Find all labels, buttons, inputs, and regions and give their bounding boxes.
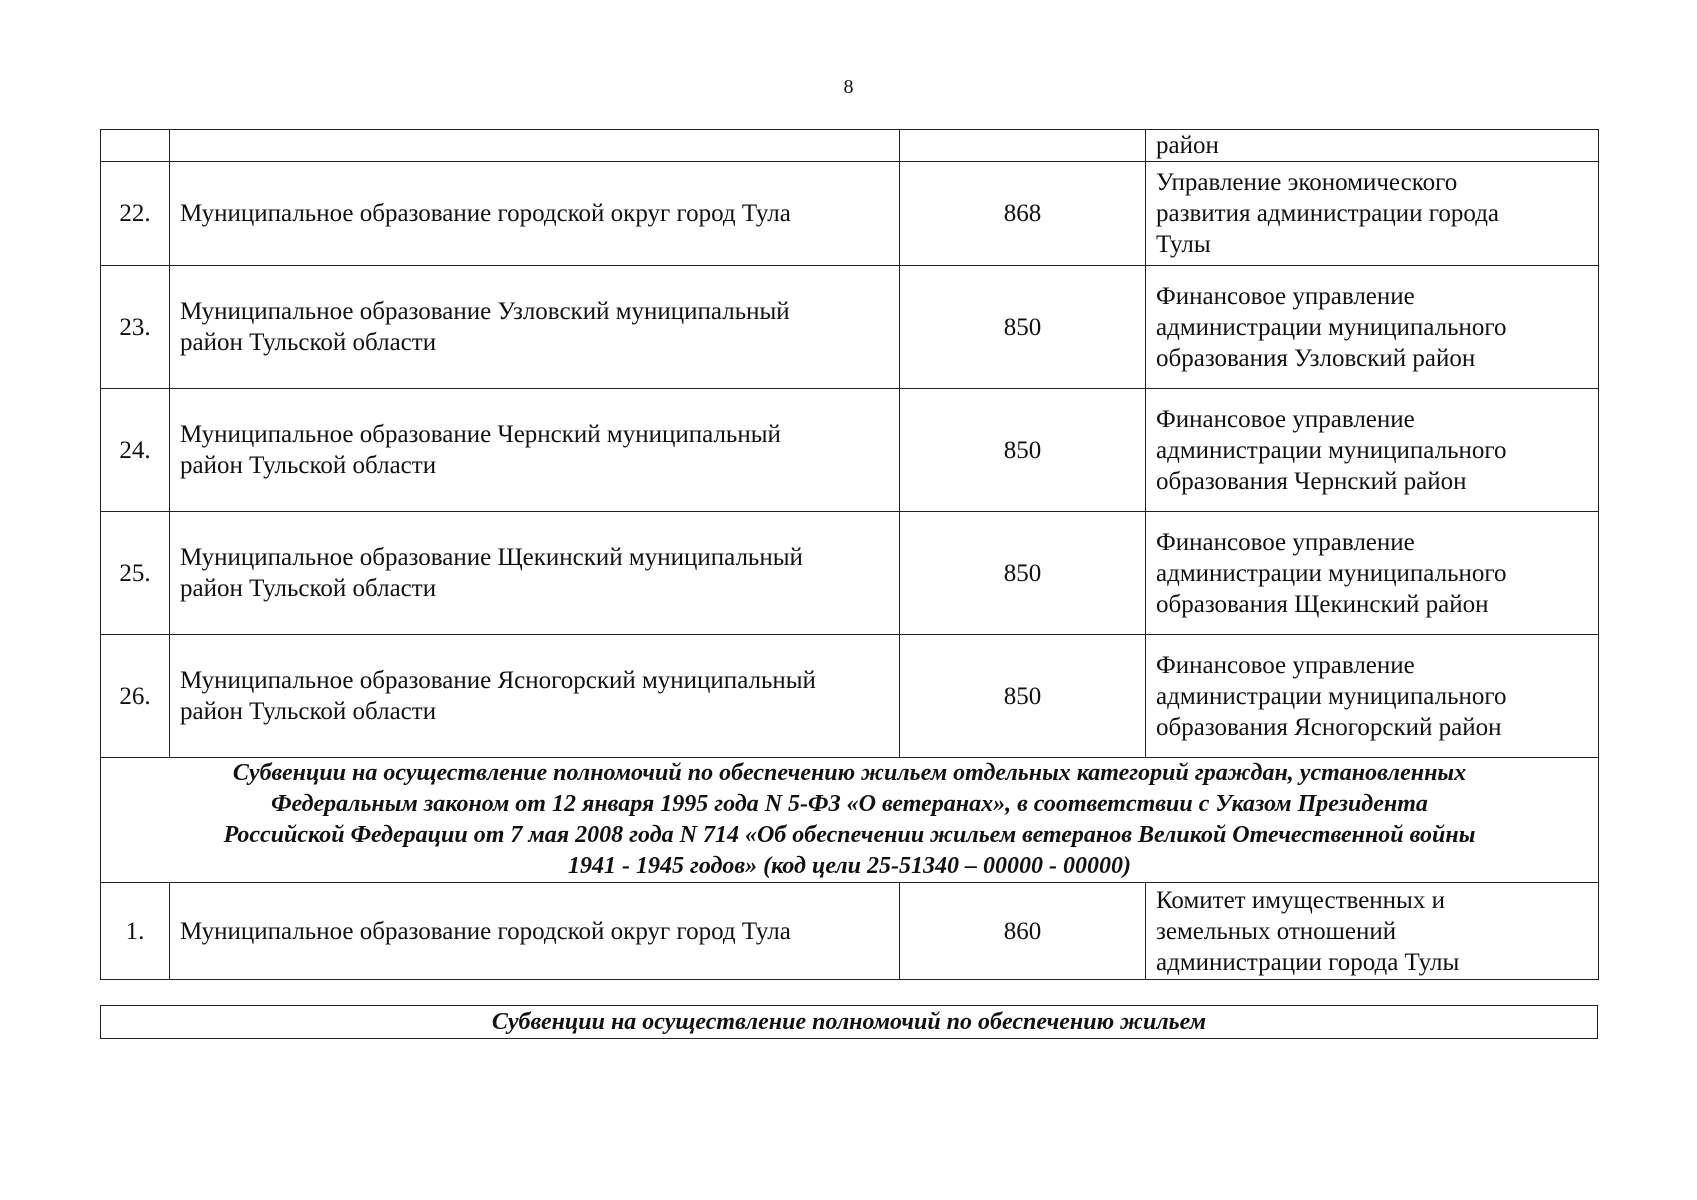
authority-name-line: земельных отношений	[1156, 917, 1397, 945]
authority-name-line: Финансовое управление	[1156, 528, 1415, 556]
authority-name-line: администрации муниципального	[1156, 313, 1507, 341]
authority-name-line: администрации города Тулы	[1156, 948, 1460, 976]
municipality-name	[170, 162, 900, 266]
section-heading	[101, 758, 1599, 883]
authority-name	[1146, 635, 1599, 758]
municipality-name	[170, 512, 900, 635]
authority-name-line: Тулы	[1156, 231, 1211, 258]
table-row-continuation	[101, 130, 1599, 162]
authority-name	[1146, 266, 1599, 389]
code-cell	[900, 130, 1146, 162]
section-heading-line: Субвенции на осуществление полномочий по обеспечению жильем отдельных категорий граждан, установленных	[232, 760, 1467, 786]
organ-cell: район	[1146, 130, 1599, 162]
authority-name	[1146, 883, 1599, 980]
row-number: 22.	[101, 162, 170, 266]
authority-name-line: развития администрации города	[1156, 200, 1500, 227]
section-heading-line: Российской Федерации от 7 мая 2008 года N 714 «Об обеспечении жильем ветеранов Великой Отечественной войны	[223, 822, 1476, 848]
municipality-name-line: Муниципальное образование Щекинский муниципальный	[180, 544, 803, 571]
authority-name	[1146, 512, 1599, 635]
municipality-name-line: Муниципальное образование Ясногорский муниципальный	[180, 667, 816, 694]
municipality-name	[170, 389, 900, 512]
row-number: 26.	[101, 635, 170, 758]
authority-name-line: Финансовое управление	[1156, 282, 1415, 310]
section-heading-line: Федеральным законом от 12 января 1995 года N 5-ФЗ «О ветеранах», в соответствии с Указом Президента	[271, 791, 1428, 817]
row-number: 23.	[101, 266, 170, 389]
section-heading-row	[101, 1006, 1598, 1039]
municipality-name	[170, 883, 900, 980]
authority-name-line: администрации муниципального	[1156, 682, 1507, 710]
row-number: 1.	[101, 883, 170, 980]
authority-name-line: образования Ясногорский район	[1156, 713, 1502, 741]
authority-name-line: Финансовое управление	[1156, 651, 1415, 679]
page-number: 8	[843, 76, 854, 98]
table-row	[101, 512, 1599, 635]
municipality-name-line: район Тульской области	[180, 575, 437, 602]
table-row	[101, 635, 1599, 758]
name-cell	[170, 130, 900, 162]
section-heading-line: 1941 - 1945 годов» (код цели 25-51340 – 00000 - 00000)	[567, 853, 1132, 879]
table-row	[101, 266, 1599, 389]
num-cell	[101, 130, 170, 162]
budget-code: 850	[900, 266, 1146, 389]
budget-code: 850	[900, 389, 1146, 512]
authority-name-line: Управление экономического	[1156, 169, 1458, 196]
authority-name-line: Финансовое управление	[1156, 405, 1415, 433]
row-number: 25.	[101, 512, 170, 635]
municipality-name	[170, 266, 900, 389]
section-heading: Субвенции на осуществление полномочий по обеспечению жильем	[101, 1006, 1598, 1039]
budget-code: 860	[900, 883, 1146, 980]
municipality-name	[170, 635, 900, 758]
authority-name-line: администрации муниципального	[1156, 436, 1507, 464]
authority-name-line: администрации муниципального	[1156, 559, 1507, 587]
table-row	[101, 883, 1599, 980]
budget-code: 850	[900, 635, 1146, 758]
authority-name-line: образования Узловский район	[1156, 344, 1476, 372]
municipality-name-line: Муниципальное образование городской округ город Тула	[180, 200, 791, 227]
next-section-table	[100, 1005, 1598, 1039]
municipality-name-line: район Тульской области	[180, 329, 437, 356]
municipality-name-line: район Тульской области	[180, 698, 437, 725]
municipality-name-line: район Тульской области	[180, 452, 437, 479]
authority-name-line: образования Щекинский район	[1156, 590, 1489, 618]
subsidy-table	[100, 129, 1599, 980]
municipality-name-line: Муниципальное образование городской округ город Тула	[180, 917, 791, 945]
row-number: 24.	[101, 389, 170, 512]
authority-name-line: Комитет имущественных и	[1156, 886, 1445, 914]
authority-name	[1146, 389, 1599, 512]
municipality-name-line: Муниципальное образование Узловский муниципальный	[180, 298, 790, 325]
table-row	[101, 389, 1599, 512]
authority-name	[1146, 162, 1599, 266]
authority-name-line: образования Чернский район	[1156, 467, 1467, 495]
budget-code: 850	[900, 512, 1146, 635]
section-heading-row	[101, 758, 1599, 883]
table-row	[101, 162, 1599, 266]
budget-code: 868	[900, 162, 1146, 266]
municipality-name-line: Муниципальное образование Чернский муниципальный	[180, 421, 781, 448]
